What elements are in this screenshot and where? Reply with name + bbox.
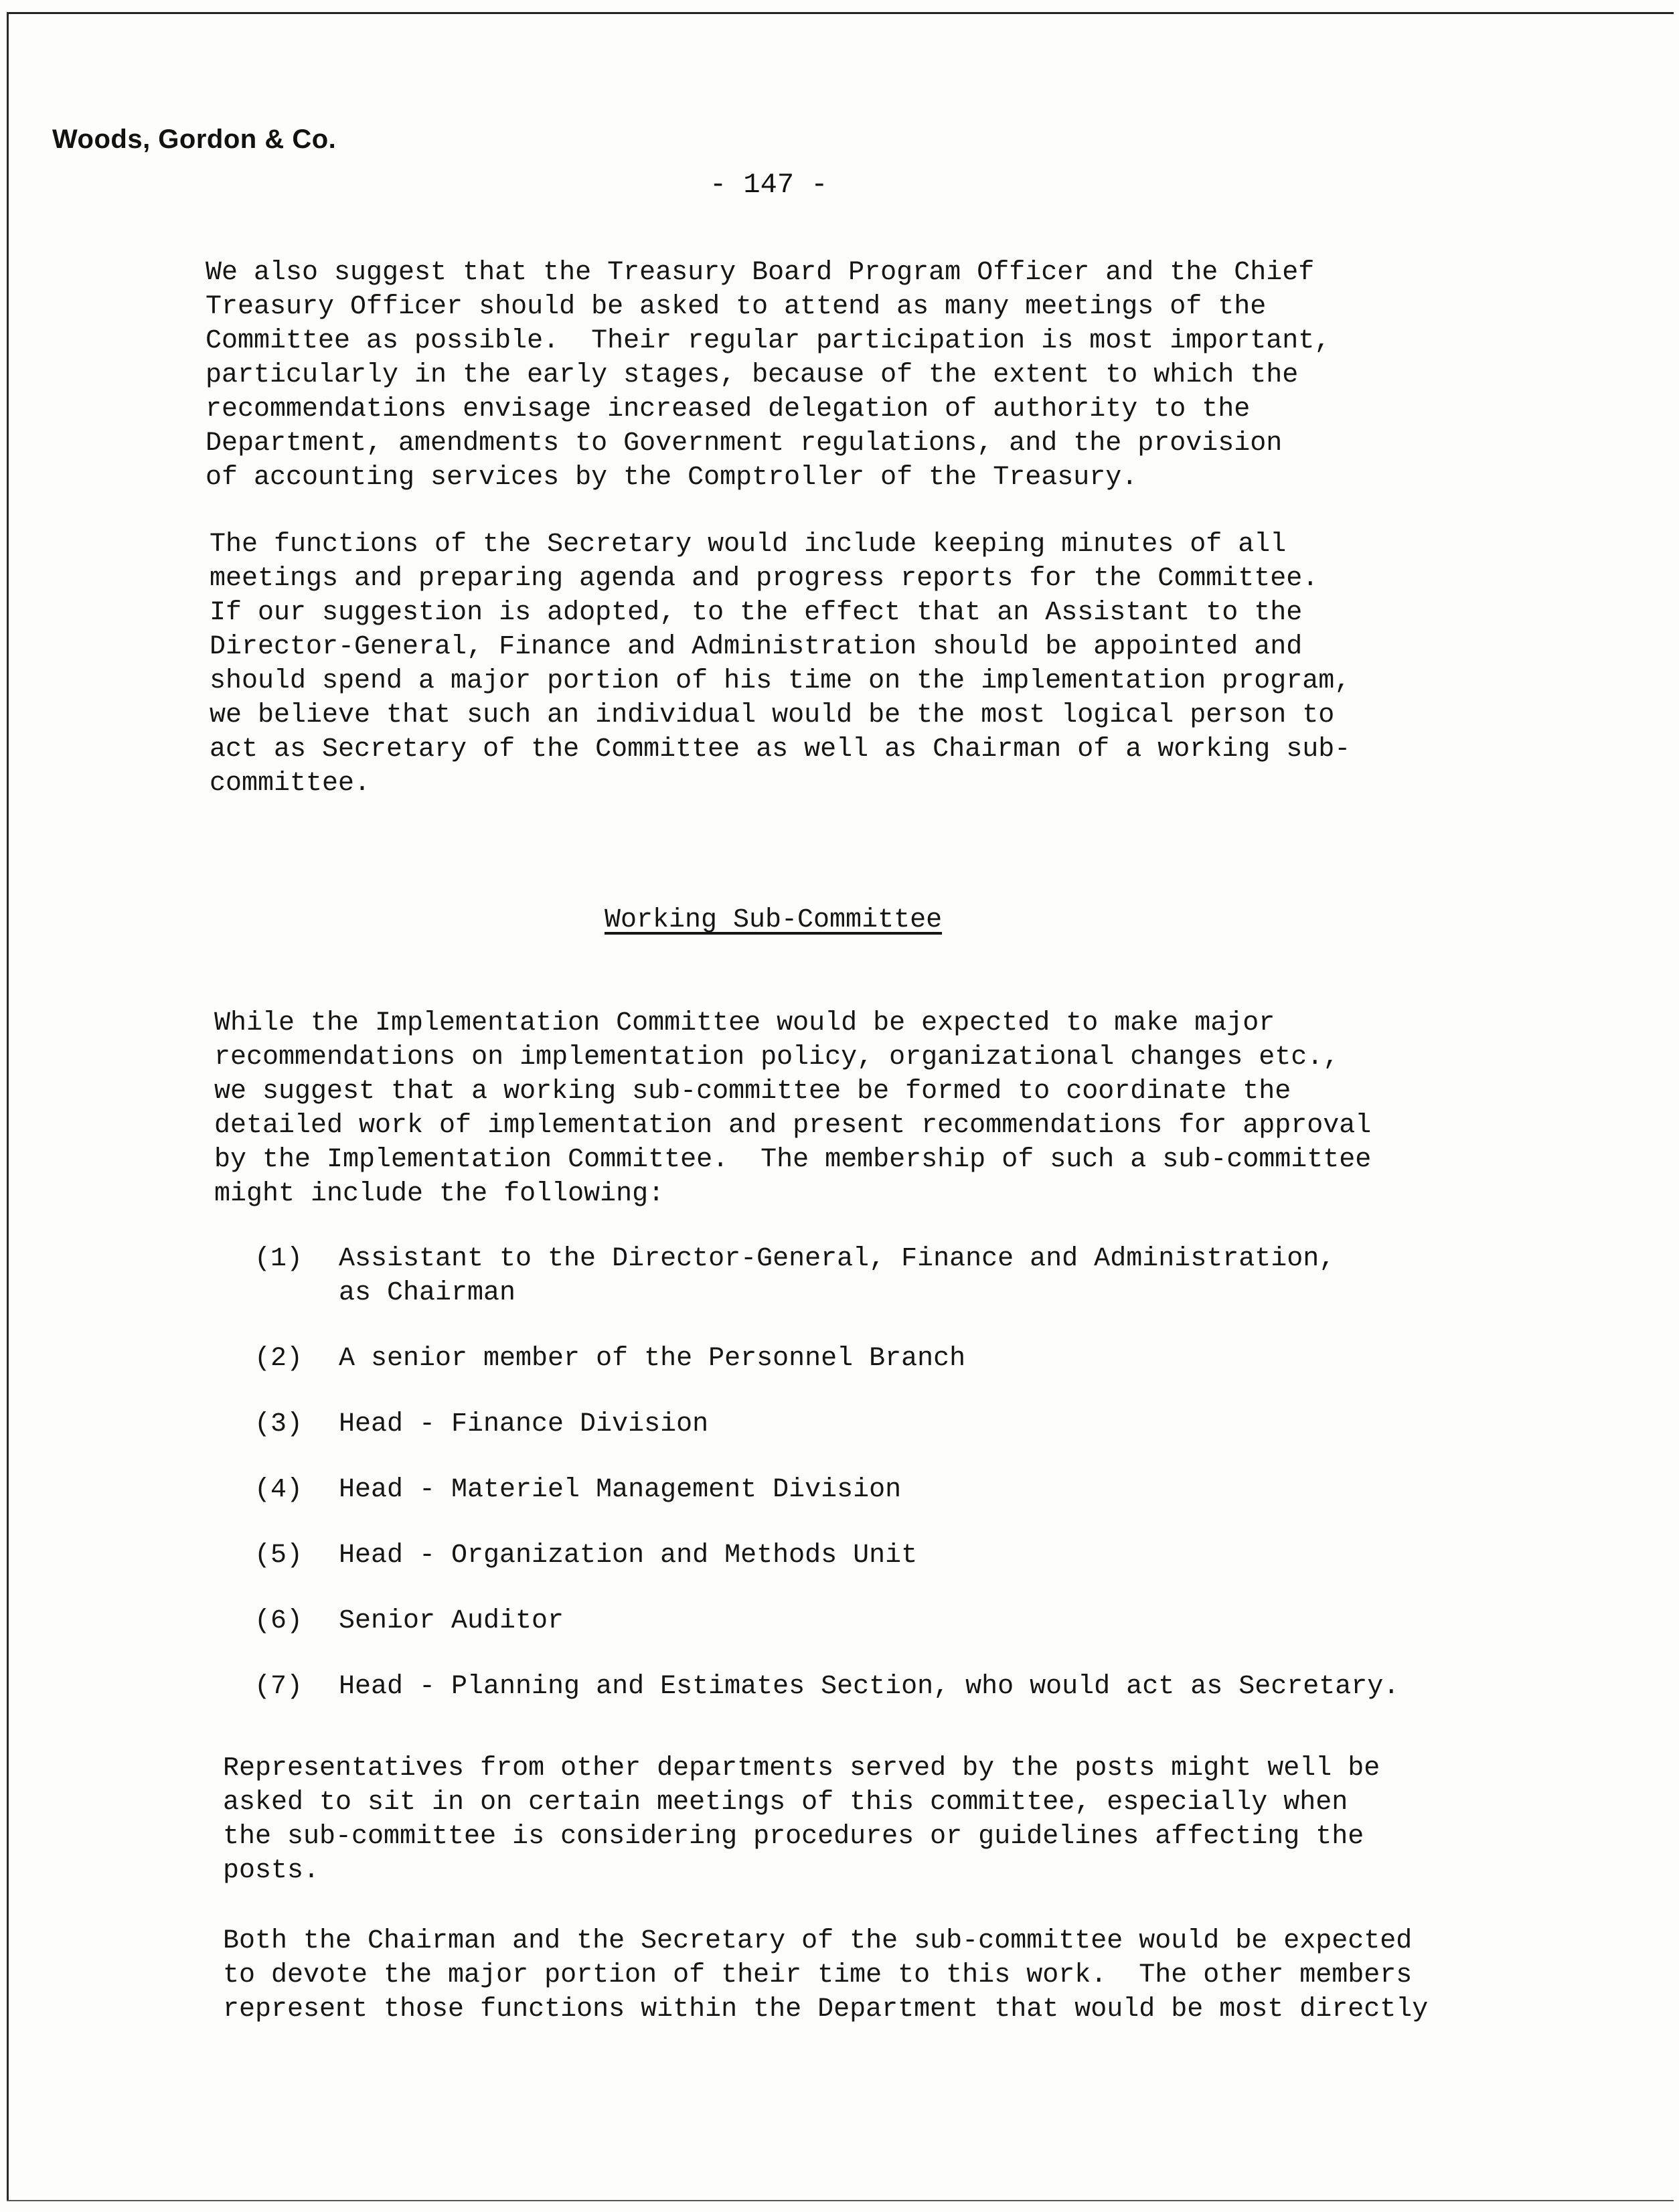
list-item-number: (2) bbox=[254, 1344, 303, 1374]
paragraph-secretary-functions: The functions of the Secretary would include keeping minutes of all meetings and preparing agenda and progress reports for the Committee. If our suggestion is adopted, to the effect that an Assistant to the Director-General, Finance and Administration should be appointed and should spend a major portion of his time on the implementation program, we believe that such an individual would be the most logical person to act as Secretary of the Committee as well as Chairman of a working sub- committee. bbox=[210, 530, 1351, 799]
left-border-rule bbox=[7, 12, 9, 2201]
list-item-number: (1) bbox=[254, 1244, 303, 1274]
list-item bbox=[254, 1407, 1526, 1441]
list-item-text: Senior Auditor bbox=[339, 1606, 564, 1636]
list-item-text: Head - Finance Division bbox=[339, 1409, 709, 1439]
list-item bbox=[254, 1538, 1526, 1573]
section-heading: Working Sub-Committee bbox=[605, 905, 943, 935]
list-item-text: Head - Planning and Estimates Section, who would act as Secretary. bbox=[339, 1672, 1400, 1702]
list-item-text: Assistant to the Director-General, Finance and Administration, as Chairman bbox=[339, 1244, 1336, 1308]
list-item bbox=[254, 1473, 1526, 1507]
paragraph-treasury-officers: We also suggest that the Treasury Board Program Officer and the Chief Treasury Officer should be asked to attend as many meetings of the Committee as possible. Their regular participation is most important, particularly in the early stages, because of the extent to which the recommendations envisage increased delegation of authority to the Department, amendments to Government regulations, and the provision of accounting services by the Comptroller of the Treasury. bbox=[206, 258, 1331, 493]
list-item-number: (4) bbox=[254, 1475, 303, 1505]
list-item bbox=[254, 1604, 1526, 1638]
page-number: - 147 - bbox=[710, 169, 828, 201]
list-item-number: (6) bbox=[254, 1606, 303, 1636]
letterhead: Woods, Gordon & Co. bbox=[52, 125, 337, 154]
membership-list bbox=[254, 1242, 1526, 1735]
paragraph-representatives: Representatives from other departments served by the posts might well be asked to sit in on certain meetings of this committee, especially when the sub-committee is considering procedures or guidelines affecting the posts. bbox=[223, 1753, 1380, 1886]
list-item-number: (5) bbox=[254, 1540, 303, 1571]
list-item-number: (3) bbox=[254, 1409, 303, 1439]
list-item-text: Head - Organization and Methods Unit bbox=[339, 1540, 918, 1571]
list-item bbox=[254, 1670, 1526, 1704]
bottom-border-rule bbox=[7, 2200, 1674, 2201]
list-item bbox=[254, 1242, 1526, 1310]
list-item-text: Head - Materiel Management Division bbox=[339, 1475, 902, 1505]
list-item-number: (7) bbox=[254, 1672, 303, 1702]
paragraph-chairman-secretary: Both the Chairman and the Secretary of the sub-committee would be expected to devote the major portion of their time to this work. The other members represent those functions within the Department that would be most directly bbox=[223, 1926, 1429, 2025]
list-item bbox=[254, 1342, 1526, 1376]
top-border-rule bbox=[7, 12, 1674, 14]
list-item-text: A senior member of the Personnel Branch bbox=[339, 1344, 966, 1374]
paragraph-working-sub-committee: While the Implementation Committee would be expected to make major recommendations on implementation policy, organizational changes etc., we suggest that a working sub-committee be formed to coordinate the detailed work of implementation and present recommendations for approval by the Implementation Committee. The membership of such a sub-committee might include the following: bbox=[214, 1008, 1372, 1209]
